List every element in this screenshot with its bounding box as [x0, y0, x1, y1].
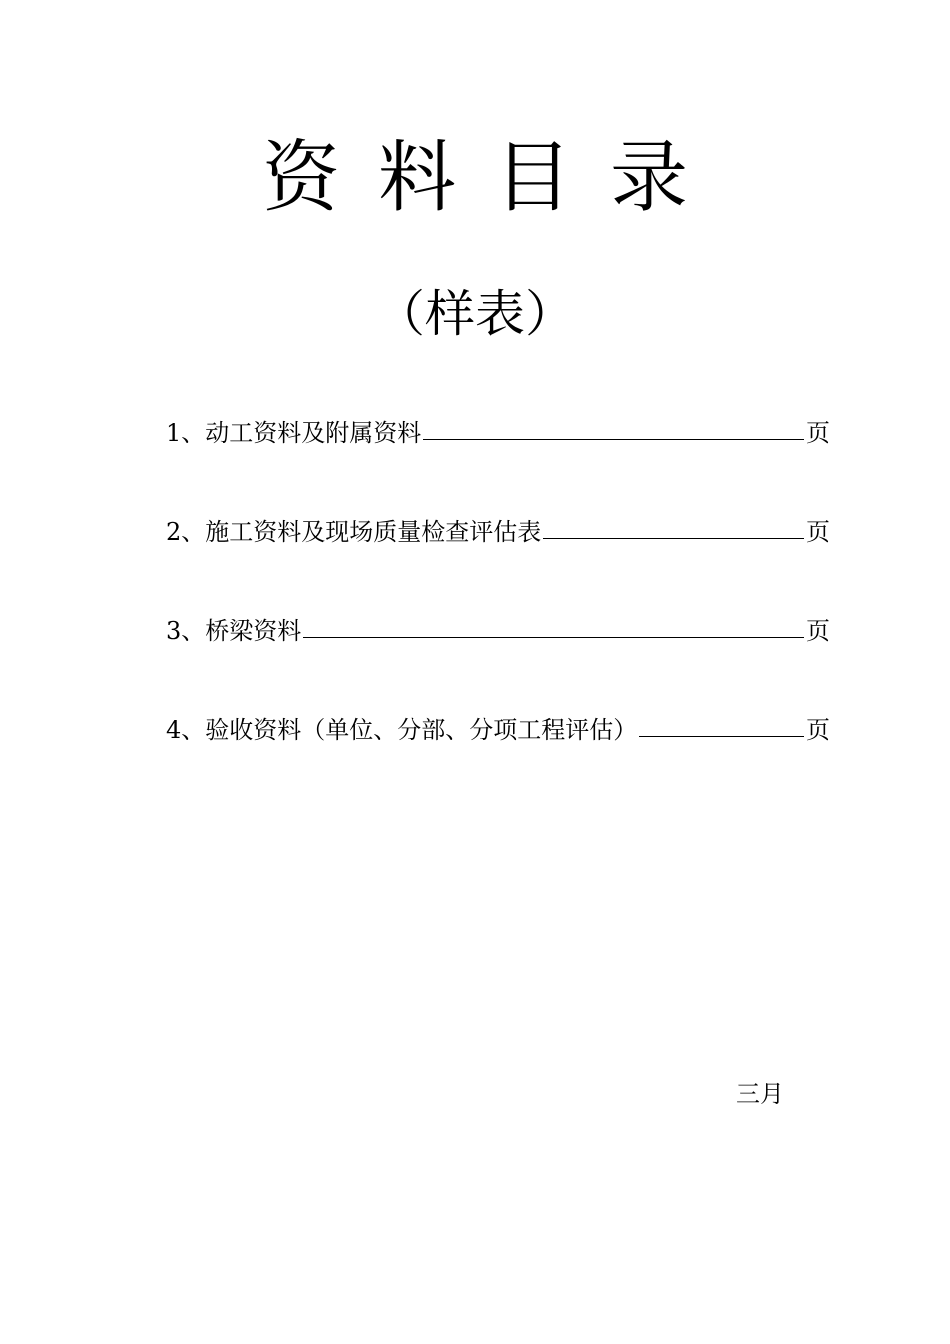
- toc-item-label: 2、施工资料及现场质量检查评估表: [166, 518, 542, 546]
- toc-item-1: [166, 400, 830, 448]
- page-title: 资料目录: [261, 133, 726, 223]
- toc-item-page-suffix: 页: [806, 617, 830, 645]
- toc-item-3: [166, 598, 830, 646]
- toc-item-blank-line: [423, 439, 804, 440]
- toc-item-page-suffix: 页: [806, 419, 830, 447]
- toc-item-page-suffix: 页: [806, 518, 830, 546]
- toc-item-4: [166, 697, 830, 745]
- toc-item-label: 3、桥梁资料: [166, 617, 302, 645]
- toc-item-blank-line: [543, 538, 804, 539]
- toc-item-blank-line: [303, 637, 804, 638]
- toc-item-page-suffix: 页: [806, 716, 830, 744]
- table-of-contents: [166, 400, 830, 796]
- toc-item-label: 4、验收资料（单位、分部、分项工程评估）: [166, 716, 638, 744]
- toc-item-label: 1、动工资料及附属资料: [166, 419, 422, 447]
- toc-item-blank-line: [639, 736, 804, 737]
- toc-item-2: [166, 499, 830, 547]
- page-subtitle: （样表）: [375, 285, 575, 343]
- document-date: 三月: [736, 1080, 784, 1108]
